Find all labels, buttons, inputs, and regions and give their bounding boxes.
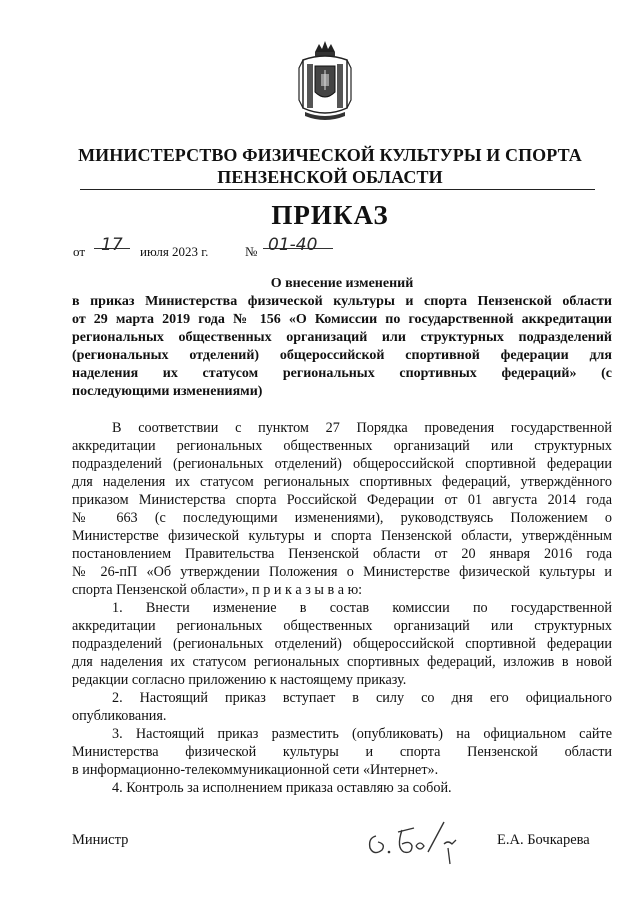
header-divider xyxy=(80,189,595,190)
item-4-line: 4. Контроль за исполнением приказа оставляю за собой. xyxy=(112,780,452,796)
subject-line: в приказ Министерства физической культуры и спорта Пензенской области xyxy=(72,294,612,309)
preamble-line: В соответствии с пунктом 27 Порядка проведения государственной xyxy=(112,420,612,436)
document-number: 01-40 xyxy=(268,235,318,255)
ministry-name-line1: МИНИСТЕРСТВО ФИЗИЧЕСКОЙ КУЛЬТУРЫ И СПОРТА xyxy=(78,145,582,165)
preamble-line: спорта Пензенской области», п р и к а з ы в а ю: xyxy=(72,582,363,598)
item-2-line: опубликования. xyxy=(72,708,167,724)
subject-line: последующими изменениями) xyxy=(72,384,263,399)
subject-heading: О внесение изменений xyxy=(270,276,414,291)
item-1-line: 1. Внести изменение в состав комиссии по государственной xyxy=(112,600,612,616)
preamble-line: Министерстве физической культуры и спорта Пензенской области, утверждённым xyxy=(72,528,612,544)
item-3-line: Министерства физической культуры и спорта Пензенской области xyxy=(72,744,612,760)
preamble-line: приказом Министерства спорта Российской Федерации от 01 августа 2014 года xyxy=(72,492,612,508)
preamble-line: аккредитации региональных общественных организаций или структурных xyxy=(72,438,612,454)
document-title: ПРИКАЗ xyxy=(271,200,389,230)
handwritten-signature-icon xyxy=(362,818,472,868)
signatory-position: Министр xyxy=(72,832,129,848)
ministry-name-line2: ПЕНЗЕНСКОЙ ОБЛАСТИ xyxy=(217,167,443,187)
coat-of-arms-icon xyxy=(297,38,353,122)
preamble-line: постановлением Правительства Пензенской области от 20 января 2016 года xyxy=(72,546,612,562)
subject-line: региональных общественных организаций или структурных подразделений xyxy=(72,330,612,345)
preamble-line: для наделения их статусом региональных спортивных федераций, утверждённого xyxy=(72,474,612,490)
date-from-label: от xyxy=(73,244,86,259)
signatory-name: Е.А. Бочкарева xyxy=(497,832,590,848)
item-1-line: подразделений (региональных отделений) общероссийской спортивной федерации xyxy=(72,636,612,652)
date-day: 17 xyxy=(101,235,123,255)
item-1-line: аккредитации региональных общественных организаций или структурных xyxy=(72,618,612,634)
preamble-line: подразделений (региональных отделений) общероссийской спортивной федерации xyxy=(72,456,612,472)
date-month-year: июля 2023 г. xyxy=(140,244,209,259)
item-3-line: 3. Настоящий приказ разместить (опубликовать) на официальном сайте xyxy=(112,726,612,742)
subject-line: от 29 марта 2019 года № 156 «О Комиссии по государственной аккредитации xyxy=(72,312,612,327)
item-1-line: для наделения их статусом региональных спортивных федераций, изложив в новой xyxy=(72,654,612,670)
item-3-line: в информационно-телекоммуникационной сети «Интернет». xyxy=(72,762,439,778)
number-label: № xyxy=(245,244,258,259)
preamble-line: № 26-пП «Об утверждении Положения о Министерстве физической культуры и xyxy=(72,564,612,580)
subject-line: наделения их статусом региональных спортивных федераций» (с xyxy=(72,366,612,381)
item-2-line: 2. Настоящий приказ вступает в силу со дня его официального xyxy=(112,690,612,706)
subject-line: (региональных отделений) общероссийской спортивной федерации для xyxy=(72,348,612,363)
item-1-line: редакции согласно приложению к настоящему приказу. xyxy=(72,672,407,688)
preamble-line: № 663 (с последующими изменениями), руководствуясь Положением о xyxy=(72,510,612,526)
